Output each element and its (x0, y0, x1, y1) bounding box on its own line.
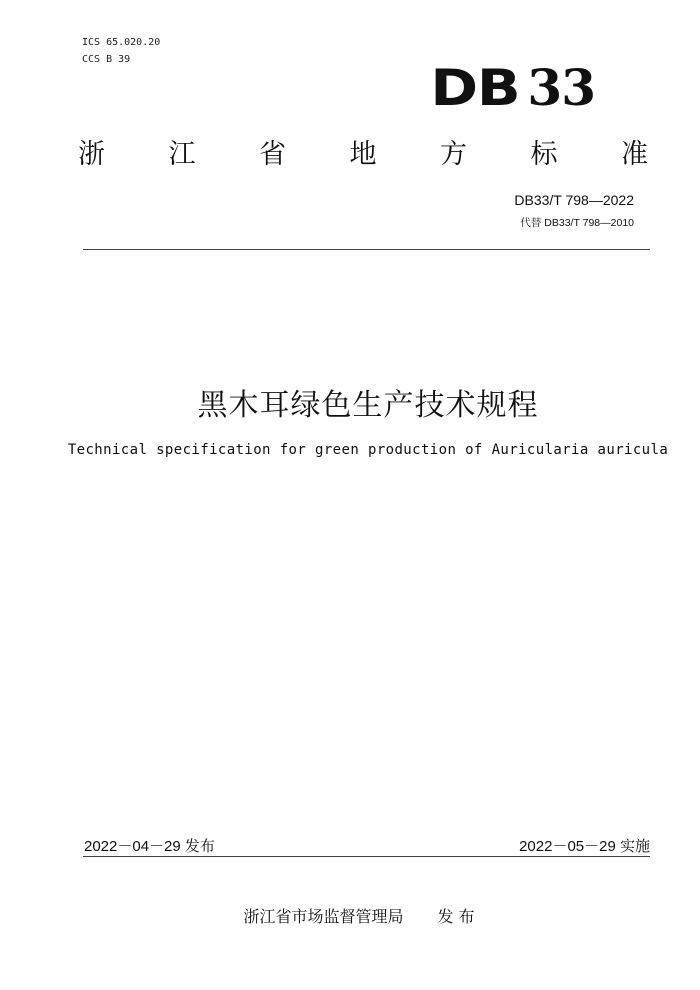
bottom-divider (83, 856, 650, 857)
category-char: 浙 (78, 139, 105, 170)
issuer-action: 发 布 (437, 907, 475, 926)
document-title-chinese: 黑木耳绿色生产技术规程 (197, 388, 539, 423)
issuing-authority (0, 904, 700, 927)
issue-date: 2022－04－29 发布 (84, 838, 215, 855)
category-char: 省 (259, 139, 286, 170)
standard-number: DB33/T 798—2022 (514, 192, 634, 208)
category-char: 江 (168, 139, 196, 170)
classification-codes (82, 34, 160, 68)
replaces-standard: 代替 DB33/T 798—2010 (520, 217, 634, 229)
category-char: 准 (621, 139, 648, 170)
logo-digits: 33 (527, 58, 595, 117)
ics-code: ICS 65.020.20 (82, 37, 161, 48)
document-title-english: Technical specification for green production of Auricularia auricula (67, 442, 669, 458)
standard-category-heading (78, 132, 648, 171)
ccs-code: CCS B 39 (82, 54, 131, 65)
issuer-name: 浙江省市场监督管理局 (243, 907, 404, 926)
category-char: 标 (530, 139, 558, 170)
category-char: 地 (349, 139, 377, 170)
top-divider (83, 249, 650, 250)
effective-date: 2022－05－29 实施 (519, 838, 650, 855)
category-char: 方 (440, 139, 467, 170)
logo-letters: DB (430, 59, 520, 117)
db33-logo (430, 58, 595, 117)
